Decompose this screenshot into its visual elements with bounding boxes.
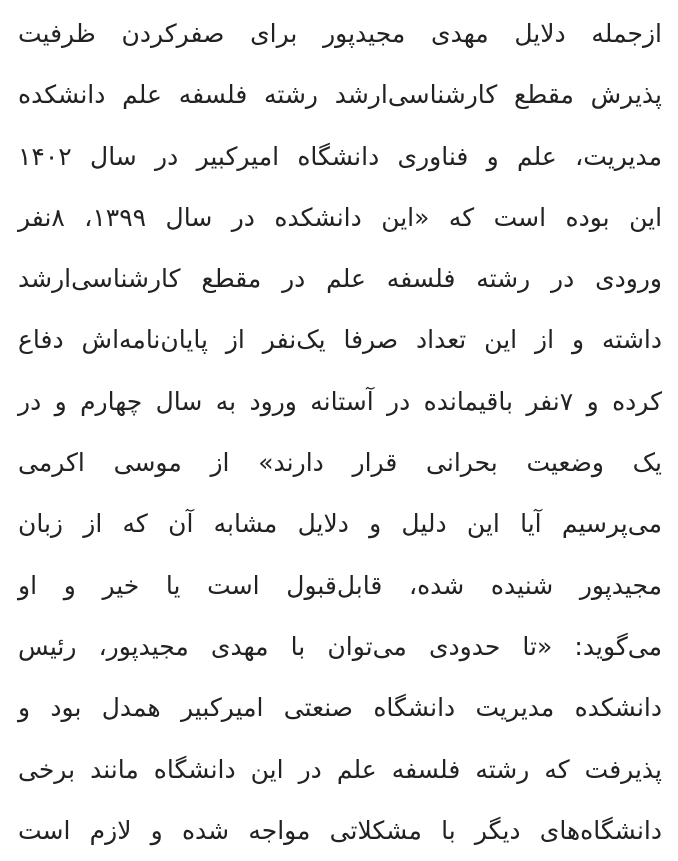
text-line: مجیدپور شنیده شده، قابل‌قبول است یا خیر و او bbox=[18, 570, 662, 600]
text-line: ازجمله دلایل مهدی مجیدپور برای صفرکردن ظرفیت bbox=[18, 19, 662, 48]
text-line: مدیریت، علم و فناوری دانشگاه امیرکبیر در سال ۱۴۰۲ bbox=[18, 141, 662, 171]
text-line: دانشگاه‌های دیگر با مشکلاتی مواجه شده و لازم است bbox=[18, 815, 662, 845]
article-text bbox=[18, 3, 662, 861]
text-line: می‌گوید: «تا حدودی می‌توان با مهدی مجیدپور، رئیس bbox=[18, 631, 662, 661]
text-line: این بوده است که «این دانشکده در سال ۱۳۹۹، ۸نفر bbox=[18, 202, 663, 232]
text-line: دانشکده مدیریت دانشگاه صنعتی امیرکبیر همدل بود و bbox=[18, 693, 662, 723]
text-line: یک وضعیت بحرانی قرار دارند» از موسی اکرمی bbox=[18, 448, 662, 478]
text-line: ورودی در رشته فلسفه علم در مقطع کارشناسی‌ارشد bbox=[18, 264, 662, 294]
text-line: پذیرش مقطع کارشناسی‌ارشد رشته فلسفه علم دانشکده bbox=[18, 80, 662, 110]
text-line: پذیرفت که رشته فلسفه علم در این دانشگاه مانند برخی bbox=[18, 754, 662, 784]
text-line: می‌پرسیم آیا این دلیل و دلایل مشابه آن که از زبان bbox=[18, 509, 662, 539]
text-line: داشته و از این تعداد صرفا یک‌نفر از پایان‌نامه‌اش دفاع bbox=[18, 325, 662, 355]
text-line: کرده و ۷نفر باقیمانده در آستانه ورود به سال چهارم و در bbox=[18, 386, 662, 416]
